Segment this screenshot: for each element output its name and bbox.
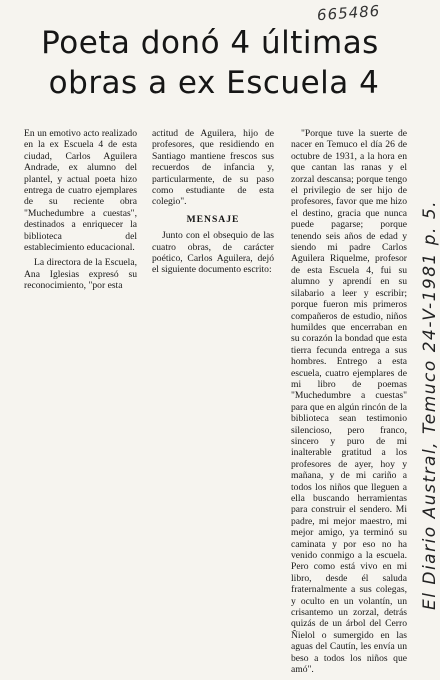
column-2 — [152, 128, 274, 280]
section-subhead: MENSAJE — [186, 213, 240, 225]
headline-line-1: Poeta donó 4 últimas — [41, 25, 379, 61]
headline-line-2: obras a ex Escuela 4 — [48, 65, 380, 101]
article-paragraph: En un emotivo acto realizado en la ex Escuela 4 de esta ciudad, Carlos Aguilera Andrade, ex alumno del plantel, y actual poeta hizo entrega de cuatro ejemplares de su reciente obra "Muchedumbre a cuestas", destinados a enriquecer la biblioteca del establecimiento educacional. — [24, 128, 137, 254]
article-paragraph: "Porque tuve la suerte de nacer en Temuco el día 26 de octubre de 1931, a la hora en que cantan las ranas y el zorzal descansa; porque tengo el privilegio de ser hijo de profesores, favor que me hizo el destino, gracia que nunca puede pagarse; porque tenendo seis años de edad y siendo mi padre Carlos Aguilera Riquelme, profesor de esta Escuela 4, fui su alumno y aprendí en su silabario a leer y escribir; porque fueron mis primeros compañeros de estudio, niños humildes que encerraban en su corazón la bondad que esta tierra fecunda entrega a sus hombres. Entrego a esta escuela, cuatro ejemplares de mi libro de poemas "Muchedumbre a cuestas" para que en algún rincón de la biblioteca sean testimonio silencioso, pero franco, sincero y puro de mi inalterable gratitud a los profesores de ayer, hoy y mañana, y de mi cariño a todos los niños que lleguen a ella buscando herramientas para construir el sendero. Mi padre, mi mejor maestro, mi mejor amigo, ya terminó su caminata y por eso no ha venido conmigo a la escuela. Pero como está vivo en mi libro, desde él saluda fraternalmente a sus colegas, y oculto en un volantín, un crisantemo un zorzal, detrás quizás de un árbol del Cerro Ñielol o sumergido en las aguas del Cautín, les envía un beso a todos los niños que amó". — [291, 128, 407, 676]
column-1 — [24, 128, 137, 296]
article-paragraph: La directora de la Escuela, Ana Iglesias expresó su reconocimiento, "por esta — [24, 257, 137, 292]
handwritten-source-note: El Diario Austral, Temuco 24-V-1981 p. 5. — [420, 199, 440, 610]
article-paragraph: Junto con el obsequio de las cuatro obras, de carácter poético, Carlos Aguilera, dejó el siguiente documento escrito: — [152, 230, 274, 276]
column-3 — [291, 128, 407, 680]
handwritten-catalog-number: 665486 — [316, 1, 381, 25]
article-paragraph: actitud de Aguilera, hijo de profesores, que residiendo en Santiago mantiene frescos sus recuerdos de infancia y, particularmente, de su paso como estudiante de esta colegio". — [152, 128, 274, 208]
